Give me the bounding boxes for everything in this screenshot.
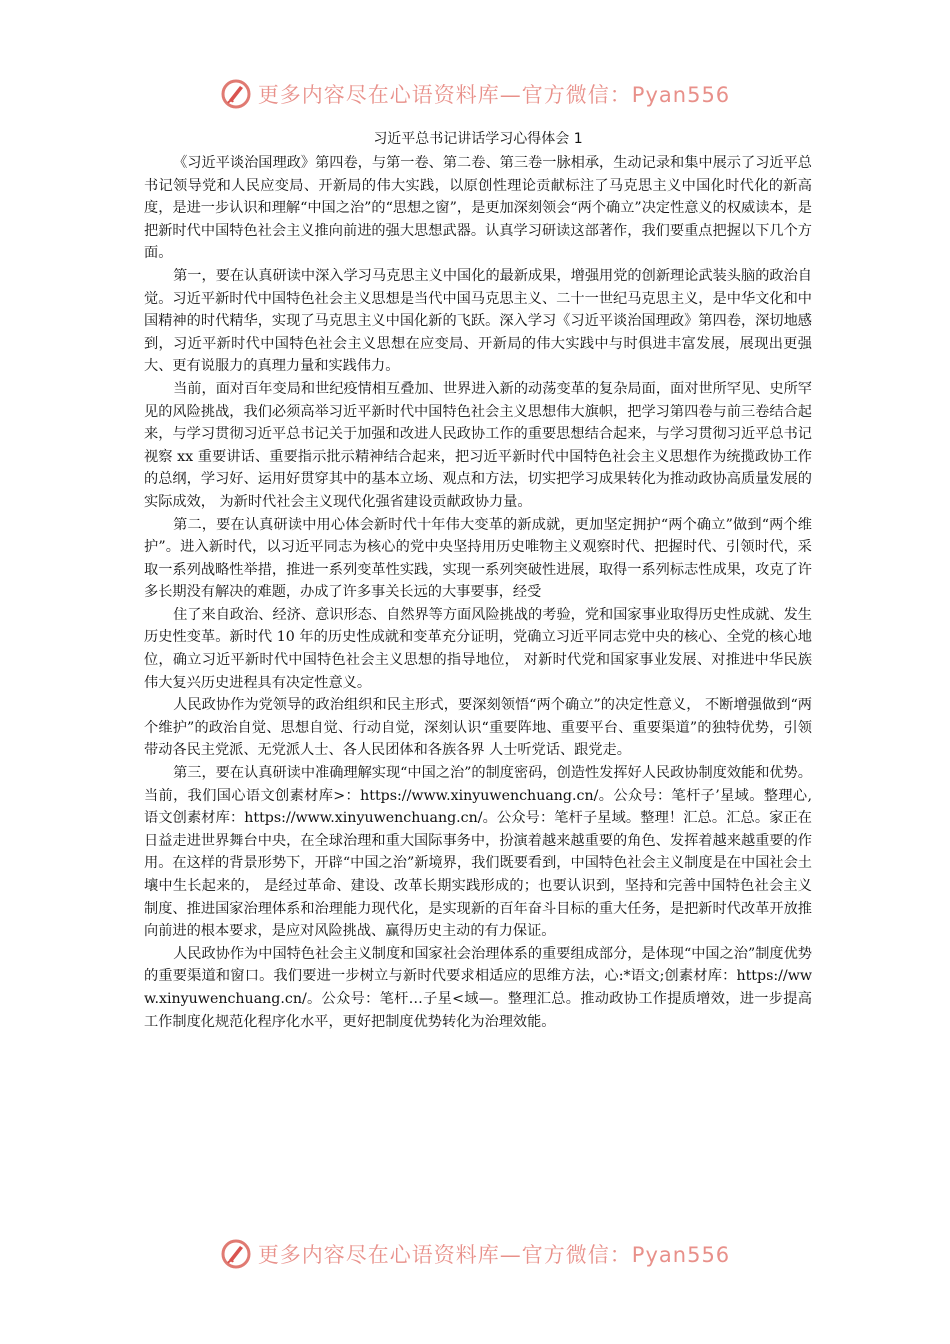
paragraph-cppcc-role: 人民政协作为党领导的政治组织和民主形式，要深刻领悟“两个确立”的决定性意义， 不断增强做到“两个维护”的政治自觉、思想自觉、行动自觉，深刻认识“重要阵地、重要平台、重要渠道”的独特优势，引领带动各民主党派、无党派人士、各人民团体和各族各界 人士听党话、跟党走。 bbox=[144, 697, 812, 759]
paragraph-point-three: 第三，要在认真研读中准确理解实现“中国之治”的制度密码，创造性发挥好人民政协制度效能和优势。当前，我们国心语文创素材库>：https://www.xinyuwenchuang.cn/。公众号：笔杆子’星域。整理心,语文创素材库：https://www.xinyuwenchuang.cn/。公众号：笔杆子星域。整理！汇总。汇总。家正在日益走进世界舞台中央，在全球治理和重大国际事务中，扮演着越来越重要的角色、发挥着越来越重要的作用。在这样的背景形势下，开辟“中国之治”新境界，我们既要看到，中国特色社会主义制度是在中国社会土壤中生长起来的， 是经过革命、建设、改革长期实践形成的；也要认识到，坚持和完善中国特色社会主义制度、推进国家治理体系和治理能力现代化，是实现新的百年奋斗目标的重大任务，是把新时代改革开放推向前进的根本要求，是应对风险挑战、赢得历史主动的有力保证。 bbox=[144, 765, 812, 940]
header-watermark-banner bbox=[0, 74, 950, 114]
paragraph-intro: 《习近平谈治国理政》第四卷，与第一卷、第二卷、第三卷一脉相承，生动记录和集中展示了习近平总书记领导党和人民应变局、开新局的伟大实践，以原创性理论贡献标注了马克思主义中国化时代化的新高度，是进一步认识和理解“中国之治”的“思想之窗”，是更加深刻领会“两个确立”决定性意义的权威读本，是把新时代中国特色社会主义推向前进的强大思想武器。认真学习研读这部著作，我们要重点把握以下几个方面。 bbox=[144, 155, 812, 262]
brush-logo-icon bbox=[220, 78, 252, 110]
banner-text: 更多内容尽在心语资料库—官方微信：Pyan556 bbox=[257, 1243, 731, 1267]
document-title: 习近平总书记讲话学习心得体会 1 bbox=[373, 131, 583, 147]
footer-watermark-banner bbox=[0, 1234, 950, 1274]
paragraph-point-two: 第二，要在认真研读中用心体会新时代十年伟大变革的新成就，更加坚定拥护“两个确立”做到“两个维护”。进入新时代，以习近平同志为核心的党中央坚持用历史唯物主义观察时代、把握时代、引领时代，采取一系列战略性举措，推进一系列变革性实践，实现一系列突破性进展，取得一系列标志性成果，攻克了许多长期没有解决的难题，办成了许多事关长远的大事要事，经受 bbox=[144, 516, 812, 601]
document-body bbox=[144, 128, 812, 1033]
paragraph-cppcc-system: 人民政协作为中国特色社会主义制度和国家社会治理体系的重要组成部分，是体现“中国之治”制度优势的重要渠道和窗口。我们要进一步树立与新时代要求相适应的思维方法，心:*语文;创素材库：https://www.xinyuwenchuang.cn/。公众号：笔杆…子星<域—。整理汇总。推动政协工作提质增效，进一步提高工作制度化规范化程序化水平，更好把制度优势转化为治理效能。 bbox=[144, 945, 812, 1030]
paragraph-point-one: 第一，要在认真研读中深入学习马克思主义中国化的最新成果，增强用党的创新理论武装头脑的政治自觉。习近平新时代中国特色社会主义思想是当代中国马克思主义、二十一世纪马克思主义，是中华文化和中国精神的时代精华，实现了马克思主义中国化新的飞跃。深入学习《习近平谈治国理政》第四卷，深切地感到，习近平新时代中国特色社会主义思想在应变局、开新局的伟大实践中与时俱进丰富发展，展现出更强大、更有说服力的真理力量和实践伟力。 bbox=[144, 267, 812, 375]
paragraph-current-situation: 当前，面对百年变局和世纪疫情相互叠加、世界进入新的动荡变革的复杂局面，面对世所罕见、史所罕见的风险挑战，我们必须高举习近平新时代中国特色社会主义思想伟大旗帜，把学习第四卷与前三卷结合起来，与学习贯彻习近平总书记关于加强和改进人民政协工作的重要思想结合起来，与学习贯彻习近平总书记视察 xx 重要讲话、重要指示批示精神结合起来，把习近平新时代中国特色社会主义思想作为统揽政协工作的总纲，学习好、运用好贯穿其中的基本立场、观点和方法，切实把学习成果转化为推动政协高质量发展的实际成效， 为新时代社会主义现代化强省建设贡献政协力量。 bbox=[144, 380, 812, 510]
banner-text: 更多内容尽在心语资料库—官方微信：Pyan556 bbox=[257, 83, 731, 107]
brush-logo-icon bbox=[220, 1238, 252, 1270]
paragraph-point-two-continued: 住了来自政治、经济、意识形态、自然界等方面风险挑战的考验，党和国家事业取得历史性成就、发生历史性变革。新时代 10 年的历史性成就和变革充分证明，党确立习近平同志党中央的核心、全党的核心地位，确立习近平新时代中国特色社会主义思想的指导地位， 对新时代党和国家事业发展、对推进中华民族伟大复兴历史进程具有决定性意义。 bbox=[144, 606, 812, 691]
